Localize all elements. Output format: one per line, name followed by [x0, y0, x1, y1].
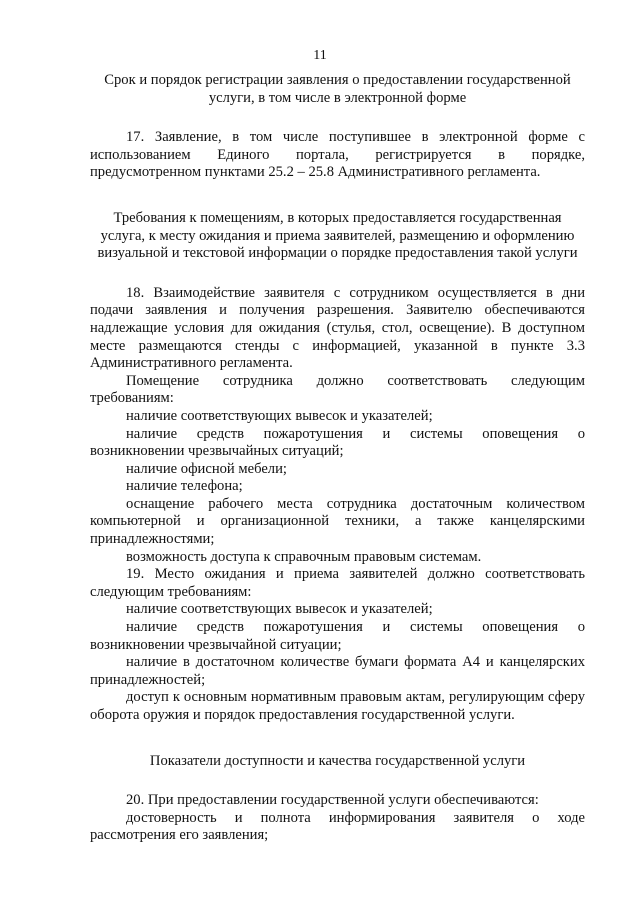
paragraph-premises-requirements: Помещение сотрудника должно соответствовать следующим требованиям: [90, 372, 585, 407]
list-item: наличие соответствующих вывесок и указателей; [126, 407, 433, 424]
section-heading-premises: Требования к помещениям, в которых предоставляется государственная услуга, к месту ожидания и приема заявителей, размещению и оформлению визуальной и текстовой информации о порядке предоставления такой услуги [97, 209, 578, 262]
list-item: наличие офисной мебели; [126, 460, 287, 477]
list-item: возможность доступа к справочным правовым системам. [126, 548, 482, 565]
paragraph-19: 19. Место ожидания и приема заявителей должно соответствовать следующим требованиям: [90, 566, 585, 600]
paragraph-20: 20. При предоставлении государственной услуги обеспечиваются: [126, 792, 539, 809]
section-heading-registration: Срок и порядок регистрации заявления о предоставлении государственной услуги, в том числе в электронной форме [104, 72, 571, 106]
paragraph-18: 18. Взаимодействие заявителя с сотрудником осуществляется в дни подачи заявления и получения разрешения. Заявителю обеспечиваются надлежащие условия для ожидания (стулья, стол, освещение). В доступном месте размещаются стенды с информацией, указанной в пункте 3.3 Административного регламента. [90, 284, 585, 372]
section-heading-quality-indicators: Показатели доступности и качества государственной услуги [149, 752, 526, 769]
list-item: наличие средств пожаротушения и системы оповещения о возникновении чрезвычайных ситуаций; [90, 425, 585, 460]
list-item: наличие средств пожаротушения и системы оповещения о возникновении чрезвычайной ситуации; [90, 619, 585, 653]
paragraph-17: 17. Заявление, в том числе поступившее в электронной форме с использованием Единого портала, регистрируется в порядке, предусмотренном пунктами 25.2 – 25.8 Административного регламента. [90, 129, 585, 181]
list-item: оснащение рабочего места сотрудника достаточным количеством компьютерной и организационной техники, а также канцелярскими принадлежностями; [90, 495, 585, 548]
list-item: наличие в достаточном количестве бумаги формата А4 и канцелярских принадлежностей; [90, 654, 585, 688]
page-content [90, 72, 585, 845]
list-item: наличие телефона; [126, 478, 243, 495]
list-item: наличие соответствующих вывесок и указателей; [126, 601, 433, 618]
list-item: доступ к основным нормативным правовым актам, регулирующим сферу оборота оружия и порядок предоставления государственной услуги. [90, 689, 585, 723]
list-item: достоверность и полнота информирования заявителя о ходе рассмотрения его заявления; [90, 809, 585, 844]
page-number: 11 [313, 48, 327, 63]
